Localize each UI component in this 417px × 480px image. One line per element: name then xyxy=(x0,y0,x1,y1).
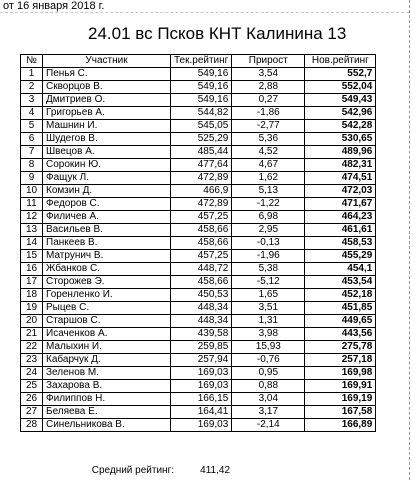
cell-current-rating: 166,15 xyxy=(171,393,232,406)
cell-new-rating: 549,43 xyxy=(305,94,376,107)
cell-participant: Федоров С. xyxy=(43,198,171,211)
cell-number: 6 xyxy=(21,133,43,146)
cell-number: 21 xyxy=(21,328,43,341)
cell-current-rating: 164,41 xyxy=(171,406,232,419)
cell-gain: 5,13 xyxy=(232,185,305,198)
cell-gain: -5,12 xyxy=(232,276,305,289)
cell-number: 16 xyxy=(21,263,43,276)
cell-new-rating: 453,54 xyxy=(305,276,376,289)
cell-new-rating: 474,51 xyxy=(305,172,376,185)
cell-current-rating: 458,66 xyxy=(171,237,232,250)
cell-new-rating: 471,67 xyxy=(305,198,376,211)
cell-participant: Комзин Д. xyxy=(43,185,171,198)
cell-current-rating: 450,53 xyxy=(171,289,232,302)
table-row xyxy=(21,276,376,289)
page-title: 24.01 вс Псков КНТ Калинина 13 xyxy=(88,24,347,43)
cell-current-rating: 472,89 xyxy=(171,172,232,185)
cell-participant: Васильев В. xyxy=(43,224,171,237)
cell-number: 10 xyxy=(21,185,43,198)
cell-participant: Филичев А. xyxy=(43,211,171,224)
cell-gain: 0,88 xyxy=(232,380,305,393)
print-date: от 16 января 2018 г. xyxy=(3,0,105,12)
average-rating-value: 411,42 xyxy=(200,465,230,476)
cell-new-rating: 455,29 xyxy=(305,250,376,263)
cell-participant: Зеленов М. xyxy=(43,367,171,380)
cell-participant: Беляева Е. xyxy=(43,406,171,419)
cell-new-rating: 458,53 xyxy=(305,237,376,250)
cell-new-rating: 552,7 xyxy=(305,68,376,81)
cell-new-rating: 443,56 xyxy=(305,328,376,341)
cell-number: 1 xyxy=(21,68,43,81)
cell-gain: -1,96 xyxy=(232,250,305,263)
cell-number: 8 xyxy=(21,159,43,172)
cell-number: 22 xyxy=(21,341,43,354)
cell-number: 2 xyxy=(21,81,43,94)
cell-new-rating: 482,31 xyxy=(305,159,376,172)
cell-new-rating: 169,98 xyxy=(305,367,376,380)
table-row xyxy=(21,237,376,250)
cell-number: 7 xyxy=(21,146,43,159)
cell-gain: 4,67 xyxy=(232,159,305,172)
table-row xyxy=(21,172,376,185)
column-header-participant: Участник xyxy=(43,55,171,68)
cell-number: 12 xyxy=(21,211,43,224)
cell-participant: Исаченков А. xyxy=(43,328,171,341)
table-row xyxy=(21,185,376,198)
cell-gain: -2,77 xyxy=(232,120,305,133)
cell-number: 3 xyxy=(21,94,43,107)
cell-participant: Филиппов Н. xyxy=(43,393,171,406)
cell-current-rating: 549,16 xyxy=(171,68,232,81)
table-body xyxy=(21,68,376,432)
table-row xyxy=(21,380,376,393)
cell-gain: 3,04 xyxy=(232,393,305,406)
cell-gain: 4,52 xyxy=(232,146,305,159)
cell-current-rating: 169,03 xyxy=(171,367,232,380)
cell-participant: Захарова В. xyxy=(43,380,171,393)
table-row xyxy=(21,315,376,328)
table-row xyxy=(21,328,376,341)
page-break-vertical xyxy=(409,0,410,480)
cell-participant: Рыцев С. xyxy=(43,302,171,315)
column-header-current-rating: Тек.рейтинг xyxy=(171,55,232,68)
cell-new-rating: 166,89 xyxy=(305,419,376,432)
cell-current-rating: 169,03 xyxy=(171,419,232,432)
cell-new-rating: 449,65 xyxy=(305,315,376,328)
column-header-number: № xyxy=(21,55,43,68)
cell-new-rating: 169,19 xyxy=(305,393,376,406)
rating-table xyxy=(20,54,376,432)
cell-participant: Старшов С. xyxy=(43,315,171,328)
column-header-gain: Прирост xyxy=(232,55,305,68)
table-row xyxy=(21,354,376,367)
average-rating-label: Средний рейтинг: xyxy=(91,465,174,476)
cell-current-rating: 545,05 xyxy=(171,120,232,133)
cell-current-rating: 544,82 xyxy=(171,107,232,120)
cell-participant: Швецов А. xyxy=(43,146,171,159)
cell-new-rating: 452,18 xyxy=(305,289,376,302)
cell-number: 9 xyxy=(21,172,43,185)
cell-gain: 5,38 xyxy=(232,263,305,276)
cell-new-rating: 257,18 xyxy=(305,354,376,367)
cell-current-rating: 448,34 xyxy=(171,315,232,328)
table-row xyxy=(21,68,376,81)
table-row xyxy=(21,367,376,380)
cell-number: 11 xyxy=(21,198,43,211)
table-row xyxy=(21,406,376,419)
cell-current-rating: 458,66 xyxy=(171,276,232,289)
cell-participant: Сторожев Э. xyxy=(43,276,171,289)
cell-current-rating: 448,34 xyxy=(171,302,232,315)
cell-participant: Шудегов В. xyxy=(43,133,171,146)
cell-new-rating: 489,96 xyxy=(305,146,376,159)
cell-current-rating: 169,03 xyxy=(171,380,232,393)
table-header-row xyxy=(21,55,376,68)
table-row xyxy=(21,224,376,237)
table-row xyxy=(21,120,376,133)
cell-gain: -1,86 xyxy=(232,107,305,120)
cell-participant: Дмитриев О. xyxy=(43,94,171,107)
cell-participant: Кабарчук Д. xyxy=(43,354,171,367)
cell-gain: 1,31 xyxy=(232,315,305,328)
cell-number: 14 xyxy=(21,237,43,250)
cell-participant: Жбанков С. xyxy=(43,263,171,276)
table-row xyxy=(21,289,376,302)
cell-current-rating: 549,16 xyxy=(171,94,232,107)
table-row xyxy=(21,419,376,432)
cell-new-rating: 169,91 xyxy=(305,380,376,393)
table-row xyxy=(21,146,376,159)
page-break-horizontal xyxy=(0,12,409,13)
cell-participant: Панкеев В. xyxy=(43,237,171,250)
cell-current-rating: 485,44 xyxy=(171,146,232,159)
cell-gain: -0,76 xyxy=(232,354,305,367)
cell-current-rating: 472,89 xyxy=(171,198,232,211)
cell-gain: 2,88 xyxy=(232,81,305,94)
cell-new-rating: 542,96 xyxy=(305,107,376,120)
cell-number: 18 xyxy=(21,289,43,302)
column-header-new-rating: Нов.рейтинг xyxy=(305,55,376,68)
cell-new-rating: 461,61 xyxy=(305,224,376,237)
cell-current-rating: 466,9 xyxy=(171,185,232,198)
table-row xyxy=(21,263,376,276)
cell-new-rating: 552,04 xyxy=(305,81,376,94)
cell-gain: 3,54 xyxy=(232,68,305,81)
cell-number: 27 xyxy=(21,406,43,419)
cell-number: 26 xyxy=(21,393,43,406)
cell-gain: 1,62 xyxy=(232,172,305,185)
cell-new-rating: 472,03 xyxy=(305,185,376,198)
cell-new-rating: 275,78 xyxy=(305,341,376,354)
cell-number: 24 xyxy=(21,367,43,380)
cell-current-rating: 525,29 xyxy=(171,133,232,146)
cell-participant: Скворцов В. xyxy=(43,81,171,94)
cell-current-rating: 477,64 xyxy=(171,159,232,172)
table-row xyxy=(21,302,376,315)
table-row xyxy=(21,159,376,172)
cell-current-rating: 458,66 xyxy=(171,224,232,237)
cell-gain: 3,51 xyxy=(232,302,305,315)
cell-current-rating: 257,94 xyxy=(171,354,232,367)
cell-participant: Фащук Л. xyxy=(43,172,171,185)
cell-current-rating: 259,85 xyxy=(171,341,232,354)
table-row xyxy=(21,107,376,120)
cell-number: 17 xyxy=(21,276,43,289)
cell-participant: Григорьев А. xyxy=(43,107,171,120)
cell-new-rating: 464,23 xyxy=(305,211,376,224)
cell-new-rating: 530,65 xyxy=(305,133,376,146)
cell-number: 15 xyxy=(21,250,43,263)
cell-new-rating: 454,1 xyxy=(305,263,376,276)
cell-gain: 1,65 xyxy=(232,289,305,302)
cell-current-rating: 457,25 xyxy=(171,250,232,263)
cell-participant: Малыхин И. xyxy=(43,341,171,354)
table-row xyxy=(21,250,376,263)
cell-number: 20 xyxy=(21,315,43,328)
table-row xyxy=(21,133,376,146)
cell-number: 5 xyxy=(21,120,43,133)
cell-gain: 3,98 xyxy=(232,328,305,341)
table-row xyxy=(21,393,376,406)
cell-number: 28 xyxy=(21,419,43,432)
cell-new-rating: 542,28 xyxy=(305,120,376,133)
cell-gain: 3,17 xyxy=(232,406,305,419)
cell-new-rating: 167,58 xyxy=(305,406,376,419)
cell-gain: 2,95 xyxy=(232,224,305,237)
cell-number: 4 xyxy=(21,107,43,120)
cell-new-rating: 451,85 xyxy=(305,302,376,315)
cell-number: 13 xyxy=(21,224,43,237)
table-row xyxy=(21,211,376,224)
cell-participant: Матрунич В. xyxy=(43,250,171,263)
cell-gain: 15,93 xyxy=(232,341,305,354)
cell-gain: 0,95 xyxy=(232,367,305,380)
cell-current-rating: 457,25 xyxy=(171,211,232,224)
cell-current-rating: 439,58 xyxy=(171,328,232,341)
cell-participant: Пенья С. xyxy=(43,68,171,81)
cell-current-rating: 448,72 xyxy=(171,263,232,276)
cell-gain: 0,27 xyxy=(232,94,305,107)
cell-gain: 6,98 xyxy=(232,211,305,224)
cell-participant: Машнин И. xyxy=(43,120,171,133)
table-row xyxy=(21,341,376,354)
table-row xyxy=(21,198,376,211)
cell-gain: -1,22 xyxy=(232,198,305,211)
table-row xyxy=(21,81,376,94)
cell-current-rating: 549,16 xyxy=(171,81,232,94)
cell-gain: -0,13 xyxy=(232,237,305,250)
cell-participant: Сорокин Ю. xyxy=(43,159,171,172)
cell-number: 25 xyxy=(21,380,43,393)
cell-number: 19 xyxy=(21,302,43,315)
cell-gain: -2,14 xyxy=(232,419,305,432)
cell-number: 23 xyxy=(21,354,43,367)
table-row xyxy=(21,94,376,107)
cell-participant: Синельникова В. xyxy=(43,419,171,432)
cell-gain: 5,36 xyxy=(232,133,305,146)
cell-participant: Горенленко И. xyxy=(43,289,171,302)
